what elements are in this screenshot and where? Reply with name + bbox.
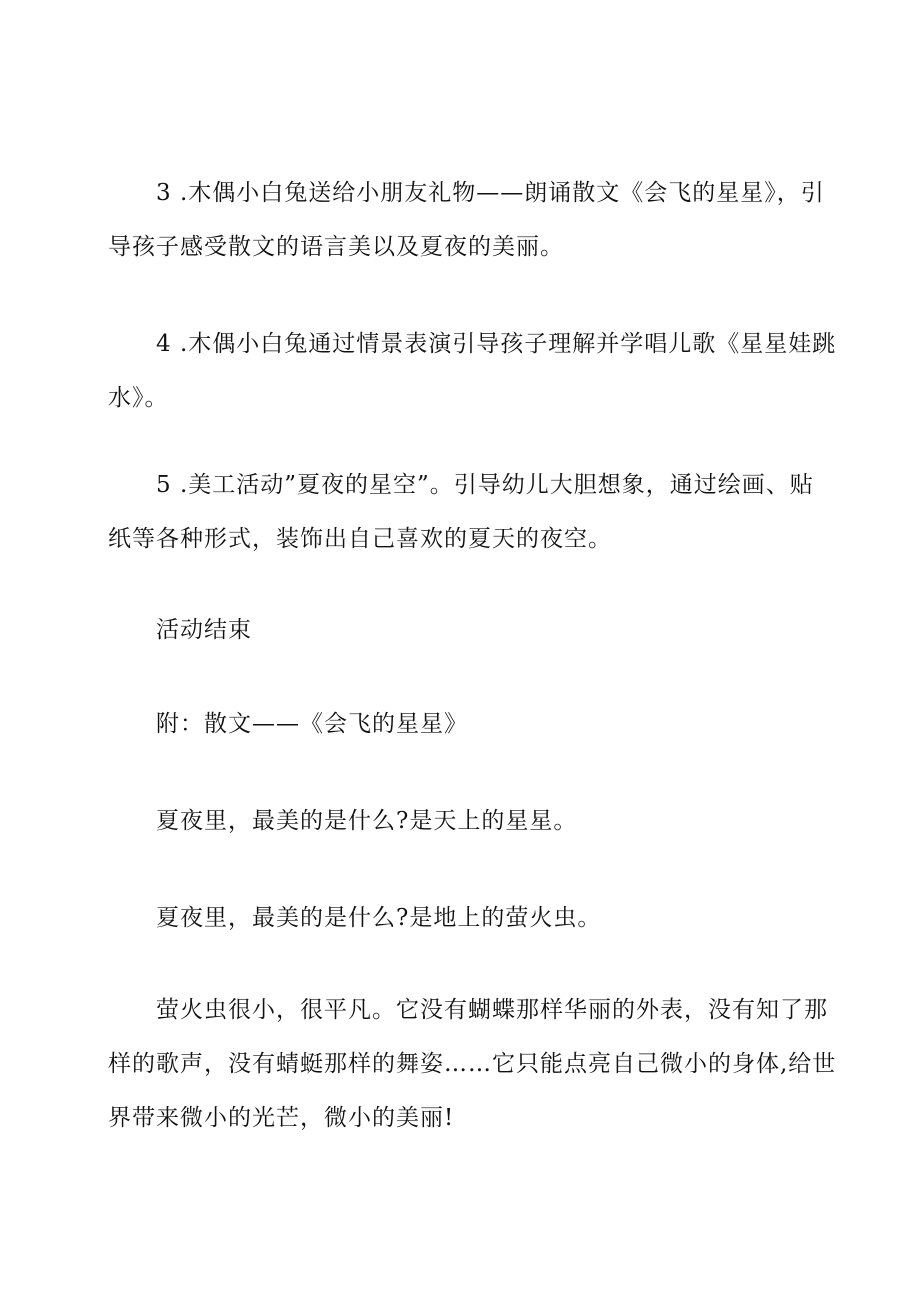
prose-paragraph <box>156 794 868 848</box>
paragraph-line: 样的歌声，没有蜻蜓那样的舞姿……它只能点亮自己微小的身体,给世 <box>108 1051 837 1077</box>
paragraph-line: 4 .木偶小白兔通过情景表演引导孩子理解并学唱儿歌《星星娃跳 <box>156 331 837 357</box>
paragraph-line: 活动结束 <box>156 617 252 643</box>
paragraph-step-4 <box>108 317 837 425</box>
prose-paragraph <box>156 891 868 945</box>
paragraph-line: 3 .木偶小白兔送给小朋友礼物——朗诵散文《会飞的星星》，引 <box>156 180 825 206</box>
prose-paragraph <box>108 983 837 1145</box>
paragraph-line: 萤火虫很小，很平凡。它没有蝴蝶那样华丽的外表，没有知了那 <box>156 997 828 1023</box>
paragraph-line: 纸等各种形式，装饰出自己喜欢的夏天的夜空。 <box>108 526 612 552</box>
paragraph-line: 导孩子感受散文的语言美以及夏夜的美丽。 <box>108 234 564 260</box>
paragraph-line: 水》。 <box>108 385 169 411</box>
appendix-heading <box>156 697 868 751</box>
paragraph-line: 附：散文——《会飞的星星》 <box>156 711 468 737</box>
section-heading-activity-end <box>156 603 868 657</box>
paragraph-step-5 <box>108 458 820 566</box>
paragraph-line: 夏夜里，最美的是什么?是天上的星星。 <box>156 808 578 834</box>
paragraph-line: 界带来微小的光芒，微小的美丽! <box>108 1105 455 1131</box>
paragraph-line: 5 .美工活动”夏夜的星空”。引导幼儿大胆想象，通过绘画、贴 <box>156 472 814 498</box>
paragraph-line: 夏夜里，最美的是什么?是地上的萤火虫。 <box>156 905 602 931</box>
paragraph-step-3 <box>108 166 825 274</box>
